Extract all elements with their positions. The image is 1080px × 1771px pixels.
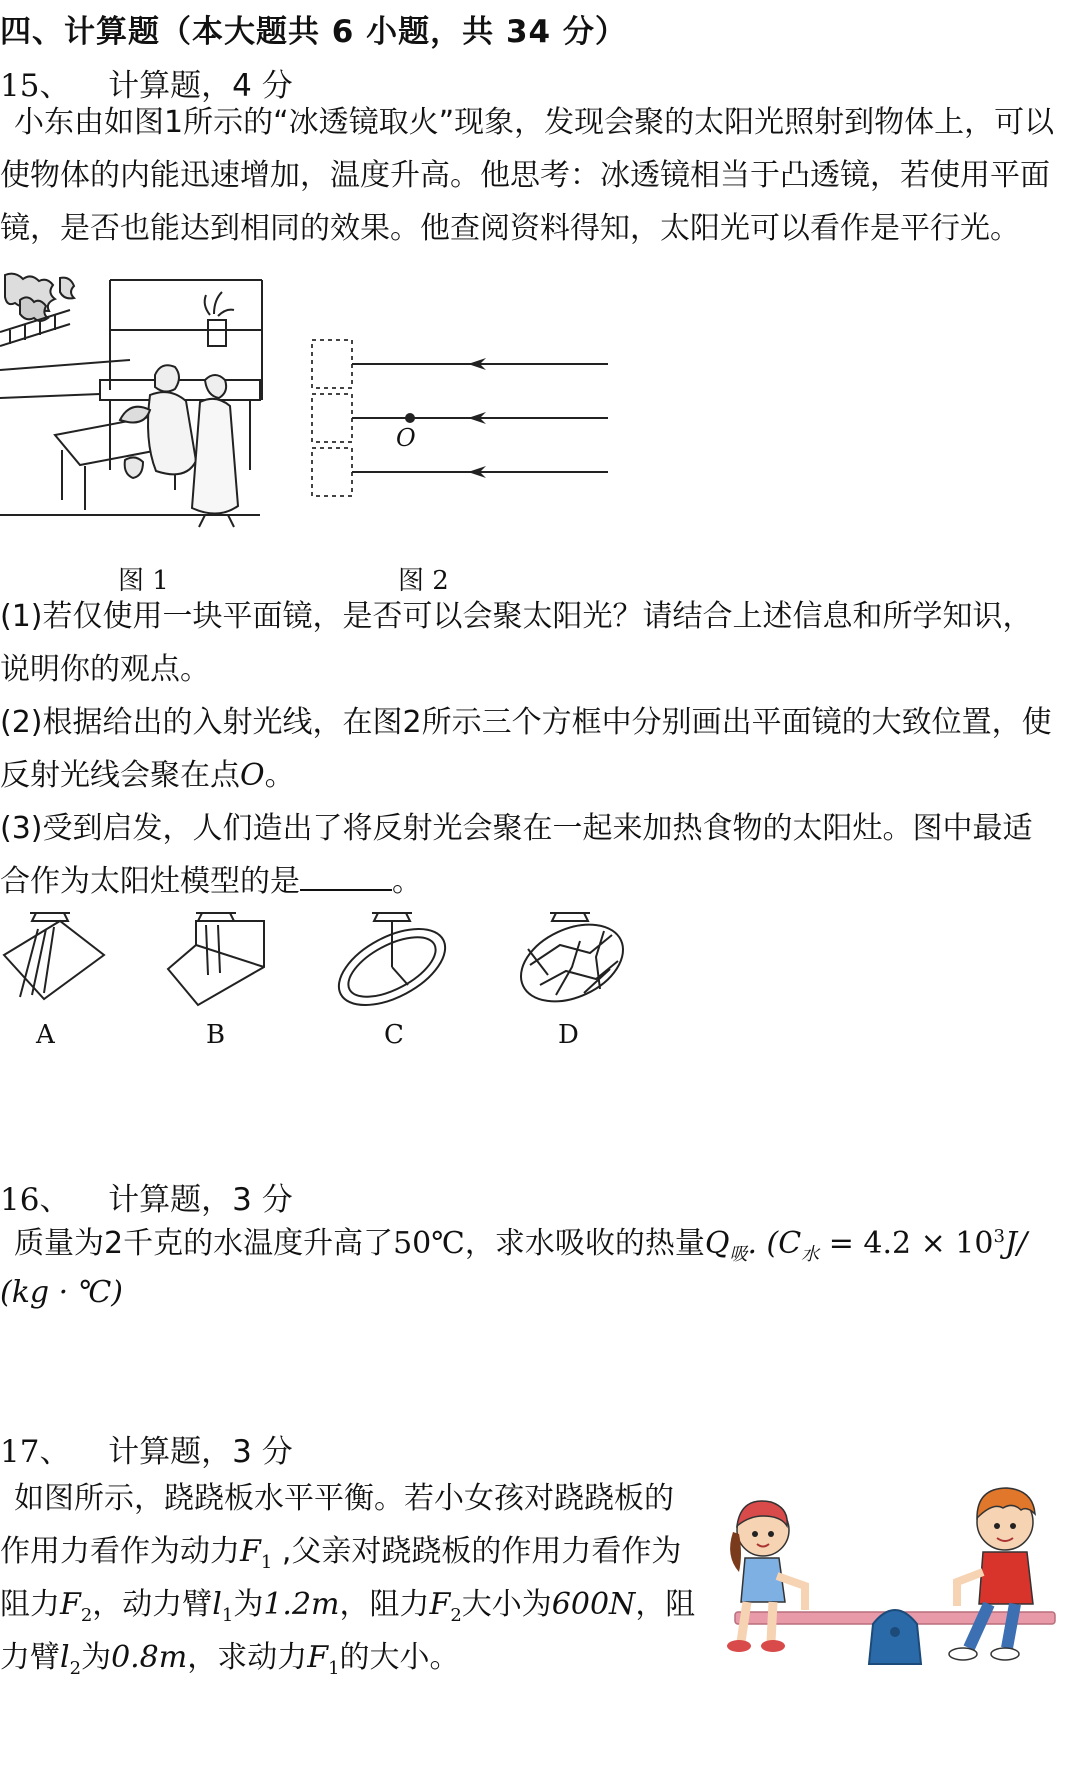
q16-number: 16、 bbox=[0, 1182, 71, 1218]
mirror-box-2 bbox=[312, 394, 352, 442]
q17-header bbox=[0, 1426, 293, 1471]
option-c-figure bbox=[327, 913, 458, 1015]
q15-part1-line-2: 说明你的观点。 bbox=[0, 652, 210, 687]
mirror-box-3 bbox=[312, 448, 352, 496]
q17-line-4: 力臂$l_2$为0.8m，求动力$F_1$的大小。 bbox=[0, 1640, 460, 1679]
boy-figure bbox=[949, 1488, 1035, 1660]
figure-2-mirror-diagram bbox=[300, 330, 620, 510]
option-d-label: D bbox=[558, 1020, 579, 1050]
q15-part2-line-1: (2)根据给出的入射光线，在图2所示三个方框中分别画出平面镜的大致位置，使 bbox=[0, 705, 1052, 740]
q15-intro-line-1: 小东由如图1所示的“冰透镜取火”现象，发现会聚的太阳光照射到物体上，可以 bbox=[14, 105, 1055, 140]
q15-part2-line-2: 反射光线会聚在点O。 bbox=[0, 758, 295, 793]
option-c-label: C bbox=[384, 1020, 404, 1050]
option-d-figure bbox=[509, 909, 636, 1015]
figure-1-caption: 图 1 bbox=[118, 566, 169, 596]
q17-number: 17、 bbox=[0, 1434, 71, 1470]
q17-line-1: 如图所示，跷跷板水平平衡。若小女孩对跷跷板的 bbox=[14, 1481, 674, 1516]
solar-cooker-options bbox=[0, 905, 640, 1015]
q15-part3-line-2: 合作为太阳灶模型的是 。 bbox=[0, 855, 422, 908]
q16-type: 计算题，3 分 bbox=[108, 1182, 293, 1218]
option-b-label: B bbox=[206, 1020, 226, 1050]
q17-line-3: 阻力$F_2$，动力臂$l_1$为1.2m，阻力$F_2$大小为600N，阻 bbox=[0, 1587, 696, 1626]
q16-line-2: (kg · ℃) bbox=[0, 1275, 123, 1310]
q15-part1-line-1: (1)若仅使用一块平面镜，是否可以会聚太阳光？请结合上述信息和所学知识， bbox=[0, 599, 1033, 634]
answer-blank[interactable] bbox=[300, 859, 392, 891]
section-title: 四、计算题（本大题共 6 小题，共 34 分） bbox=[0, 14, 627, 50]
option-a-figure bbox=[4, 913, 104, 999]
q16-line-1: 质量为2千克的水温度升高了50℃，求水吸收的热量$Q_吸$. ($C_水 = 4.2 \times 10^3J/$ bbox=[14, 1226, 1028, 1265]
option-a-label: A bbox=[36, 1020, 55, 1050]
q15-part3-line-1: (3)受到启发，人们造出了将反射光会聚在一起来加热食物的太阳灶。图中最适 bbox=[0, 811, 1033, 846]
figure-1-ice-lens-scene bbox=[0, 270, 270, 560]
figure-2-point-label: O bbox=[396, 424, 416, 452]
q15-type: 计算题，4 分 bbox=[108, 68, 293, 104]
point-o bbox=[405, 413, 415, 423]
q15-intro-line-2: 使物体的内能迅速增加，温度升高。他思考：冰透镜相当于凸透镜，若使用平面 bbox=[0, 158, 1050, 193]
figure-2-caption: 图 2 bbox=[398, 566, 449, 596]
q17-line-2: 作用力看作为动力$F_1$ ,父亲对跷跷板的作用力看作为 bbox=[0, 1534, 682, 1573]
option-b-figure bbox=[168, 913, 264, 1005]
point-o-inline: O bbox=[240, 758, 265, 793]
q17-type: 计算题，3 分 bbox=[108, 1434, 293, 1470]
q15-intro-line-3: 镜，是否也能达到相同的效果。他查阅资料得知，太阳光可以看作是平行光。 bbox=[0, 211, 1020, 246]
seesaw-illustration bbox=[715, 1480, 1070, 1680]
girl-figure bbox=[727, 1501, 805, 1652]
q15-number: 15、 bbox=[0, 68, 71, 104]
mirror-box-1 bbox=[312, 340, 352, 388]
